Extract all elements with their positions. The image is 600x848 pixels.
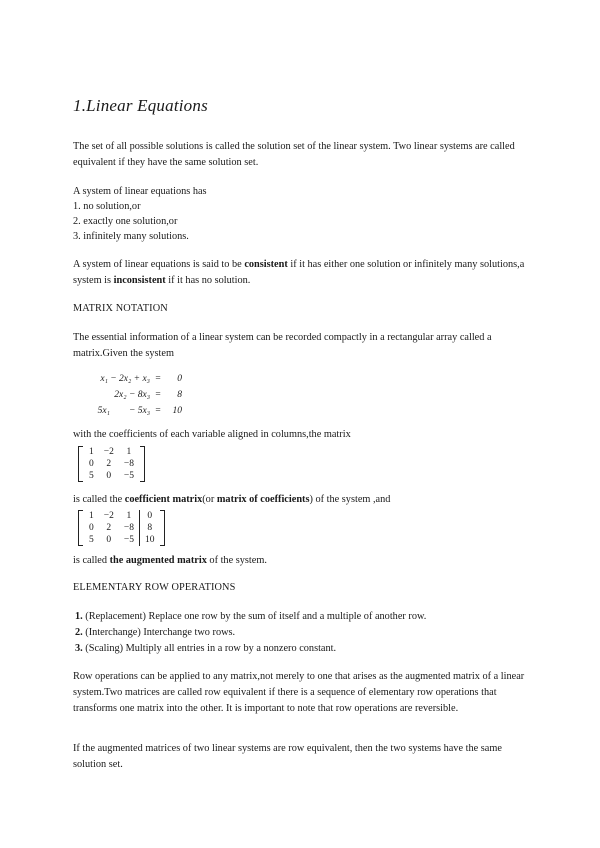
matrix-cell: 0 [89, 523, 94, 533]
page-title: 1.Linear Equations [73, 96, 208, 115]
section-heading-row-operations: ELEMENTARY ROW OPERATIONS [73, 582, 236, 593]
matrix-row [84, 458, 139, 470]
equation-lhs: 2x₂ − 8x₃ [114, 390, 150, 400]
right-bracket [160, 510, 165, 546]
term-matrix-of-coefficients: matrix of coefficients [216, 494, 310, 505]
row-operation-item [75, 625, 235, 641]
coefficient-matrix [78, 446, 145, 482]
matrix-cell: −8 [123, 523, 134, 533]
matrix-cell: −5 [123, 471, 134, 481]
equation-sign: = [154, 374, 162, 384]
equation-lhs: x₁ − 2x₂ + x₃ [100, 374, 150, 384]
item-text: (Interchange) Interchange two rows. [82, 627, 236, 638]
paragraph-system-has: A system of linear equations has [73, 186, 207, 197]
equation-row [88, 374, 182, 384]
matrix-row [84, 522, 159, 534]
text-run: if it has no solution. [165, 275, 251, 286]
equation-sign: = [154, 406, 162, 416]
equation-rhs: 10 [172, 406, 182, 416]
term-coefficient-matrix: coefficient matrix [124, 494, 203, 505]
term-augmented-matrix: the augmented matrix [109, 555, 207, 566]
row-operation-item [75, 641, 336, 657]
matrix-cell: 0 [139, 510, 159, 522]
matrix-cell: 0 [89, 459, 94, 469]
list-item: 2. exactly one solution,or [73, 216, 178, 227]
matrix-cell: 0 [106, 535, 112, 545]
paragraph-consistency [73, 257, 529, 289]
augmented-matrix [78, 510, 165, 546]
matrix-cell: 1 [126, 447, 132, 457]
text-run: (or [202, 494, 217, 505]
matrix-cell: 10 [139, 534, 159, 546]
item-number: 1. [75, 611, 83, 622]
right-bracket [140, 446, 145, 482]
term-consistent: consistent [244, 259, 288, 270]
text-run: is called [73, 555, 110, 566]
equation-rhs: 8 [177, 390, 182, 400]
list-item: 1. no solution,or [73, 201, 141, 212]
text-run: ) of the system ,and [309, 494, 391, 505]
matrix-cell: −8 [123, 459, 134, 469]
list-item: 3. infinitely many solutions. [73, 231, 189, 242]
linear-system [88, 374, 188, 422]
matrix-row [84, 446, 139, 458]
paragraph-matrix-intro: The essential information of a linear system can be recorded compactly in a rectangular array called a matrix.Given the system [73, 332, 492, 359]
section-heading-matrix-notation: MATRIX NOTATION [73, 303, 168, 314]
row-operation-item [75, 609, 426, 625]
paragraph-final: If the augmented matrices of two linear systems are row equivalent, then the two systems have the same solution set. [73, 743, 502, 770]
matrix-cell: 2 [106, 459, 112, 469]
matrix-cell: 8 [139, 522, 159, 534]
matrix-cell: 5 [89, 535, 94, 545]
left-bracket [78, 510, 83, 546]
matrix-cell: −2 [103, 447, 114, 457]
matrix-cell: 1 [89, 511, 94, 521]
equation-rhs: 0 [177, 374, 182, 384]
equation-sign: = [154, 390, 162, 400]
paragraph-solution-set: The set of all possible solutions is called the solution set of the linear system. Two linear systems are called equivalent if they have the same solution set. [73, 141, 515, 168]
matrix-row [84, 470, 139, 482]
item-text: (Scaling) Multiply all entries in a row by a nonzero constant. [82, 643, 337, 654]
matrix-row [84, 534, 159, 546]
text-run: of the system. [206, 555, 267, 566]
paragraph-coefficient-caption [73, 492, 529, 508]
matrix-cell: 5 [89, 471, 94, 481]
paragraph-augmented-caption [73, 553, 529, 569]
paragraph-row-operations: Row operations can be applied to any matrix,not merely to one that arises as the augmented matrix of a linear system.Two matrices are called row equivalent if there is a sequence of elementary row operations that transforms one matrix into the other. It is important to note that row operations are reversible. [73, 671, 525, 714]
equation-lhs: 5x₁ − 5x₃ [97, 406, 150, 416]
text-run: if it has either one solution or infinitely many solutions,a system is [73, 259, 525, 286]
item-text: (Replacement) Replace one row by the sum of itself and a multiple of another row. [82, 611, 427, 622]
term-inconsistent: inconsistent [113, 275, 166, 286]
left-bracket [78, 446, 83, 482]
matrix-cell: −2 [103, 511, 114, 521]
paragraph-with-coefficients: with the coefficients of each variable aligned in columns,the matrix [73, 429, 351, 440]
matrix-row [84, 510, 159, 522]
matrix-cell: 1 [126, 511, 132, 521]
item-number: 3. [75, 643, 83, 654]
equation-row [88, 390, 182, 400]
matrix-cell: 2 [106, 523, 112, 533]
matrix-cell: −5 [123, 535, 134, 545]
matrix-cell: 1 [89, 447, 94, 457]
matrix-cell: 0 [106, 471, 112, 481]
item-number: 2. [75, 627, 83, 638]
text-run: A system of linear equations is said to be [73, 259, 245, 270]
equation-row [88, 406, 182, 416]
text-run: is called the [73, 494, 125, 505]
